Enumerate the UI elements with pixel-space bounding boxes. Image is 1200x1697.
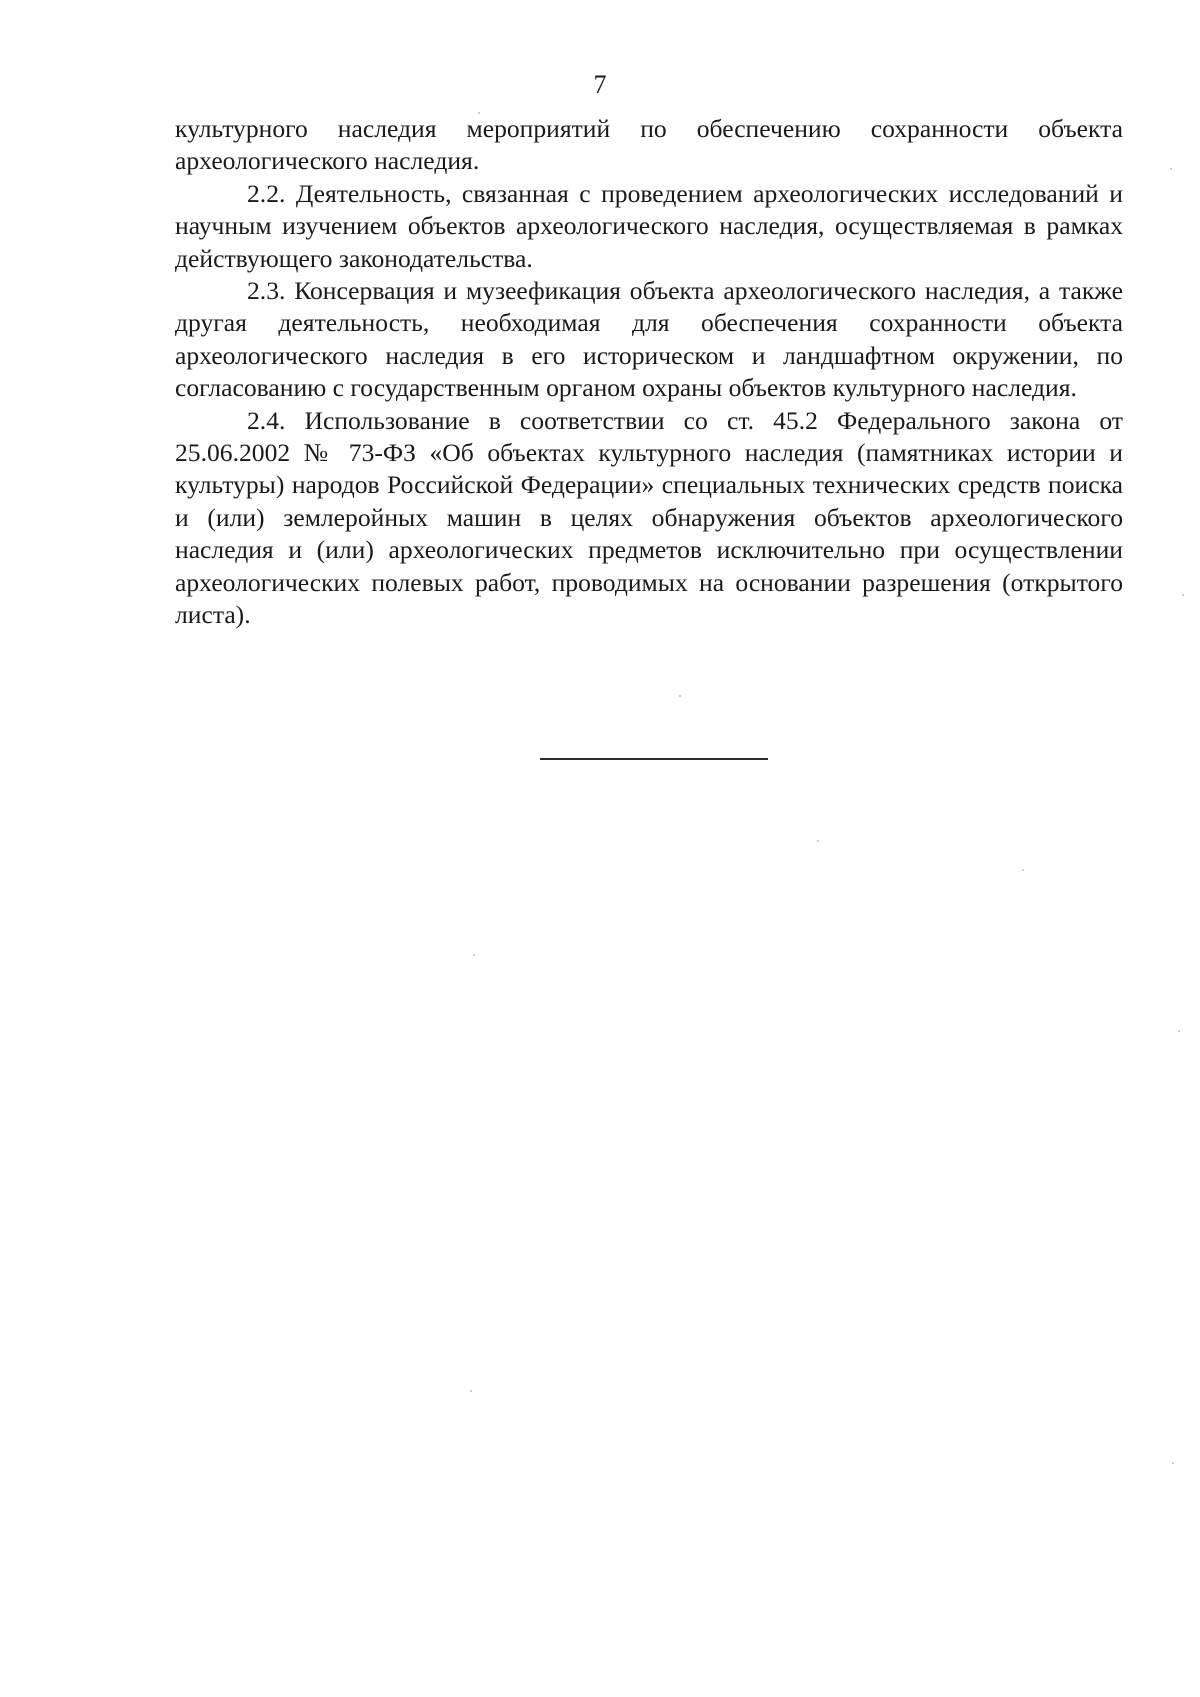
paragraph-item-2-2: 2.2. Деятельность, связанная с проведением археологических исследований и научным изучением объектов археологического наследия, осуществляемая в рамках действующего законодательства.	[175, 178, 1123, 273]
page-number-text: 7	[593, 70, 607, 99]
scan-speck	[473, 954, 475, 956]
end-separator-line	[540, 758, 768, 760]
scan-speck	[1182, 594, 1184, 596]
scan-speck	[470, 1390, 472, 1392]
scan-speck	[1022, 869, 1024, 871]
scan-speck	[478, 112, 480, 114]
scan-speck	[817, 840, 819, 842]
paragraph-item-2-4: 2.4. Использование в соответствии со ст. 45.2 Федерального закона от 25.06.2002 № 73-ФЗ «Об объектах культурного наследия (памятниках истории и культуры) народов Российской Федерации» специальных технических средств поиска и (или) землеройных машин в целях обнаружения объектов археологического наследия и (или) археологических предметов исключительно при осуществлении археологических полевых работ, проводимых на основании разрешения (открытого листа).	[175, 405, 1123, 630]
scan-speck	[1170, 168, 1172, 170]
paragraph-continuation: культурного наследия мероприятий по обеспечению сохранности объекта археологического наследия.	[175, 114, 1123, 176]
scan-speck	[1178, 1030, 1180, 1032]
document-body	[175, 113, 1123, 632]
scan-speck	[679, 695, 681, 697]
paragraph-item-2-3: 2.3. Консервация и музеефикация объекта археологического наследия, а также другая деятельность, необходимая для обеспечения сохранности объекта археологического наследия в его историческом и ландшафтном окружении, по согласованию с государственным органом охраны объектов культурного наследия.	[175, 276, 1123, 403]
scan-speck	[1172, 1462, 1174, 1464]
page-number	[52, 70, 1200, 100]
